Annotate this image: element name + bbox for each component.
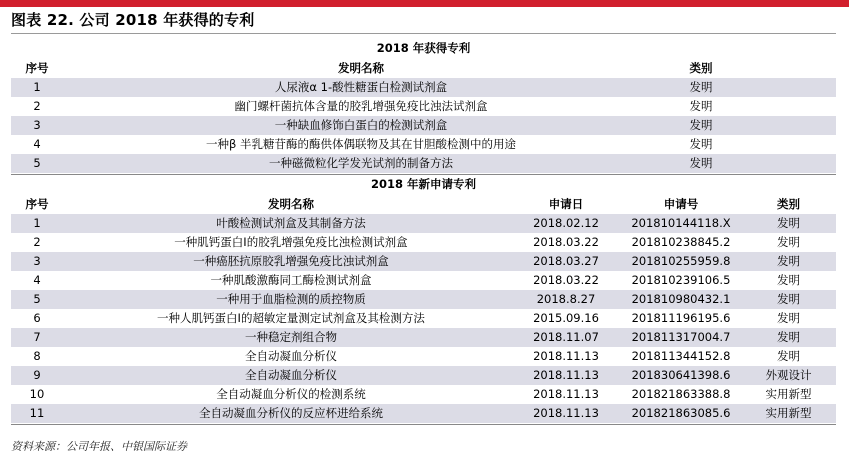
source-note: 资料来源：公司年报、中银国际证券 [11, 440, 187, 453]
row-date: 2018.8.27 [536, 292, 596, 306]
row-name: 幽门螺杆菌抗体含量的胶乳增强免疫比浊法试剂盒 [234, 99, 488, 113]
header-app-no: 申请号 [663, 197, 699, 211]
section1-row [11, 78, 836, 97]
row-type: 发明 [777, 235, 800, 249]
header-type: 类别 [689, 61, 713, 75]
row-type: 发明 [689, 99, 713, 113]
row-type: 发明 [777, 349, 800, 363]
section1-title: 2018 年获得专利 [376, 41, 471, 55]
row-date: 2018.11.13 [533, 387, 599, 401]
row-no: 4 [33, 273, 41, 287]
row-type: 发明 [777, 273, 800, 287]
row-date: 2018.11.13 [533, 349, 599, 363]
row-type: 发明 [777, 292, 800, 306]
row-name: 一种缺血修饰白蛋白的检测试剂盒 [274, 118, 448, 132]
section2-row [11, 347, 836, 366]
row-no: 7 [33, 330, 41, 344]
row-no: 5 [33, 156, 41, 170]
row-app-no: 201810255959.8 [631, 254, 731, 268]
section1-row [11, 154, 836, 173]
section2-row [11, 290, 836, 309]
section2-row [11, 214, 836, 233]
row-date: 2018.11.13 [533, 406, 599, 420]
header-name: 发明名称 [268, 197, 314, 211]
row-no: 5 [33, 292, 41, 306]
row-date: 2018.11.13 [533, 368, 599, 382]
row-app-no: 201811344152.8 [631, 349, 731, 363]
section2-row [11, 385, 836, 404]
row-app-no: 201821863388.8 [631, 387, 731, 401]
row-app-no: 201810980432.1 [631, 292, 731, 306]
row-date: 2018.02.12 [533, 216, 599, 230]
section1-header-row [11, 59, 836, 78]
row-no: 1 [33, 80, 41, 94]
row-name: 全自动凝血分析仪 [245, 368, 337, 382]
row-date: 2018.03.27 [533, 254, 599, 268]
row-name: 全自动凝血分析仪的检测系统 [216, 387, 366, 401]
section2-row [11, 233, 836, 252]
row-app-no: 201811317004.7 [631, 330, 731, 344]
section2-title: 2018 年新申请专利 [370, 177, 476, 191]
section2-row [11, 328, 836, 347]
section1-row [11, 97, 836, 116]
row-no: 6 [33, 311, 41, 325]
row-date: 2018.03.22 [533, 235, 599, 249]
row-type: 发明 [777, 216, 800, 230]
section2-row [11, 309, 836, 328]
row-date: 2018.11.07 [533, 330, 599, 344]
row-no: 4 [33, 137, 41, 151]
row-type: 发明 [689, 137, 713, 151]
row-type: 实用新型 [765, 406, 812, 420]
section1-row [11, 135, 836, 154]
row-no: 9 [33, 368, 41, 382]
row-no: 3 [33, 254, 41, 268]
row-no: 11 [29, 406, 45, 420]
row-name: 一种稳定剂组合物 [245, 330, 337, 344]
row-date: 2018.03.22 [533, 273, 599, 287]
row-type: 外观设计 [765, 368, 812, 382]
row-name: 全自动凝血分析仪 [245, 349, 337, 363]
header-date: 申请日 [548, 197, 584, 211]
row-type: 发明 [689, 156, 713, 170]
top-accent-bar [0, 0, 849, 7]
section1-divider [11, 174, 836, 175]
section2-row [11, 271, 836, 290]
row-name: 一种磁微粒化学发光试剂的制备方法 [269, 156, 453, 170]
row-no: 2 [33, 235, 41, 249]
row-type: 发明 [689, 80, 713, 94]
row-name: 一种用于血脂检测的质控物质 [216, 292, 366, 306]
row-type: 发明 [777, 311, 800, 325]
row-app-no: 201810239106.5 [631, 273, 731, 287]
row-no: 8 [33, 349, 41, 363]
row-name: 叶酸检测试剂盒及其制备方法 [216, 216, 366, 230]
header-name: 发明名称 [338, 61, 384, 75]
header-type: 类别 [777, 197, 800, 211]
row-no: 10 [29, 387, 45, 401]
row-type: 发明 [777, 330, 800, 344]
section2-bottom-rule [11, 424, 836, 425]
row-no: 3 [33, 118, 41, 132]
section2-header-row [11, 195, 836, 214]
header-no: 序号 [25, 61, 49, 75]
row-app-no: 201830641398.6 [631, 368, 731, 382]
section2-row [11, 252, 836, 271]
row-type: 实用新型 [765, 387, 812, 401]
row-app-no: 201811196195.6 [631, 311, 731, 325]
row-name: 一种肌钙蛋白Ⅰ的胶乳增强免疫比浊检测试剂盒 [174, 235, 408, 249]
row-name: 一种β 半乳糖苷酶的酶供体偶联物及其在甘胆酸检测中的用途 [206, 137, 516, 151]
row-app-no: 201821863085.6 [631, 406, 731, 420]
figure-title: 图表 22. 公司 2018 年获得的专利 [11, 11, 255, 29]
header-no: 序号 [25, 197, 49, 211]
section2-row [11, 404, 836, 423]
row-name: 人尿液α 1-酸性糖蛋白检测试剂盒 [274, 80, 448, 94]
row-name: 一种人肌钙蛋白Ⅰ的超敏定量测定试剂盒及其检测方法 [157, 311, 425, 325]
row-app-no: 201810144118.X [631, 216, 731, 230]
row-name: 一种肌酸激酶同工酶检测试剂盒 [210, 273, 372, 287]
row-no: 1 [33, 216, 41, 230]
title-divider [11, 33, 836, 34]
row-name: 全自动凝血分析仪的反应杯进给系统 [199, 406, 383, 420]
row-type: 发明 [777, 254, 800, 268]
row-name: 一种癌胚抗原胶乳增强免疫比浊试剂盒 [193, 254, 389, 268]
section1-row [11, 116, 836, 135]
row-date: 2015.09.16 [533, 311, 599, 325]
row-no: 2 [33, 99, 41, 113]
row-app-no: 201810238845.2 [631, 235, 731, 249]
row-type: 发明 [689, 118, 713, 132]
section2-row [11, 366, 836, 385]
